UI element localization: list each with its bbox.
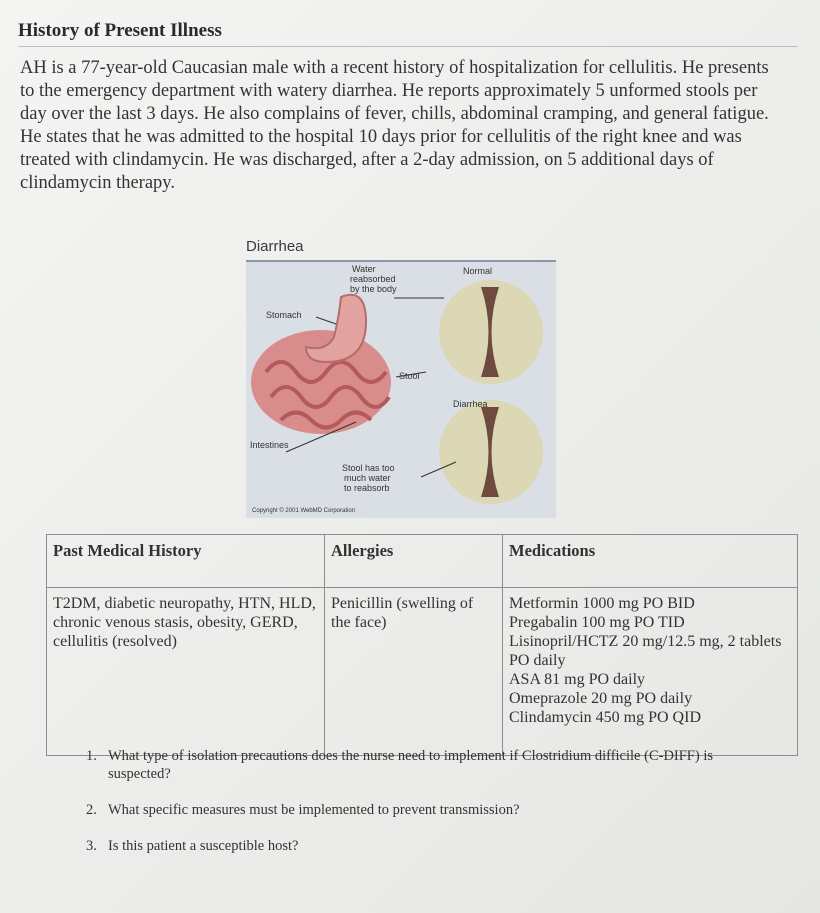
figure-illustration — [246, 260, 556, 518]
medications-cell — [503, 588, 798, 756]
label-normal: Normal — [463, 266, 493, 276]
medication-item: Clindamycin 450 mg PO QID — [509, 709, 701, 726]
section-title: History of Present Illness — [18, 20, 222, 41]
medication-item: Omeprazole 20 mg PO daily — [509, 690, 693, 707]
question-text: What type of isolation precautions does the nurse need to implement if Clostridium difficile (C-DIFF) is suspected? — [108, 748, 713, 782]
stomach-shape — [306, 295, 366, 362]
medication-item: Metformin 1000 mg PO BID — [509, 595, 695, 612]
question-number: 3. — [86, 838, 97, 854]
diarrhea-figure — [246, 238, 556, 518]
question-text: Is this patient a susceptible host? — [108, 838, 299, 854]
medication-item: Lisinopril/HCTZ 20 mg/12.5 mg, 2 tablets PO daily — [509, 633, 782, 669]
title-divider — [18, 46, 798, 47]
question-item — [86, 801, 726, 819]
question-item — [86, 747, 726, 783]
label-diarrhea: Diarrhea — [453, 399, 488, 409]
label-stool: Stool — [399, 371, 420, 381]
patient-info-table — [46, 534, 798, 756]
digestive-system-illustration — [246, 262, 556, 518]
label-water: Water — [352, 264, 376, 274]
label-too-much: Stool has too — [342, 463, 395, 473]
hpi-paragraph: AH is a 77-year-old Caucasian male with a recent history of hospitalization for cellulitis. He presents to the emergency department with watery diarrhea. He reports approximately 5 unformed stools per day over the last 3 days. He also complains of fever, chills, abdominal cramping, and general fatigue. He states that he was admitted to the hospital 10 days prior for cellulitis of the right knee and was treated with clindamycin. He was discharged, after a 2-day admission, on 5 additional days of clindamycin therapy. — [20, 58, 769, 193]
copyright: Copyright © 2001 WebMD Corporation — [252, 508, 356, 514]
medication-item: Pregabalin 100 mg PO TID — [509, 614, 685, 631]
label-much-water: much water — [344, 473, 391, 483]
label-to-reabsorb: to reabsorb — [344, 483, 390, 493]
question-number: 2. — [86, 802, 97, 818]
question-text: What specific measures must be implemented to prevent transmission? — [108, 802, 520, 818]
label-by-body: by the body — [350, 284, 397, 294]
label-reabsorbed: reabsorbed — [350, 274, 396, 284]
question-number: 1. — [86, 748, 97, 764]
figure-title: Diarrhea — [246, 238, 304, 255]
medication-item: ASA 81 mg PO daily — [509, 671, 646, 688]
allergies-cell: Penicillin (swelling of the face) — [325, 588, 503, 756]
header-pmh: Past Medical History — [47, 535, 325, 588]
pmh-cell: T2DM, diabetic neuropathy, HTN, HLD, chronic venous stasis, obesity, GERD, cellulitis (resolved) — [47, 588, 325, 756]
header-medications: Medications — [503, 535, 798, 588]
table-row — [47, 588, 798, 756]
table-header-row — [47, 535, 798, 588]
question-item — [86, 837, 726, 855]
label-intestines: Intestines — [250, 440, 289, 450]
header-allergies: Allergies — [325, 535, 503, 588]
question-list — [86, 747, 726, 873]
label-stomach: Stomach — [266, 310, 302, 320]
